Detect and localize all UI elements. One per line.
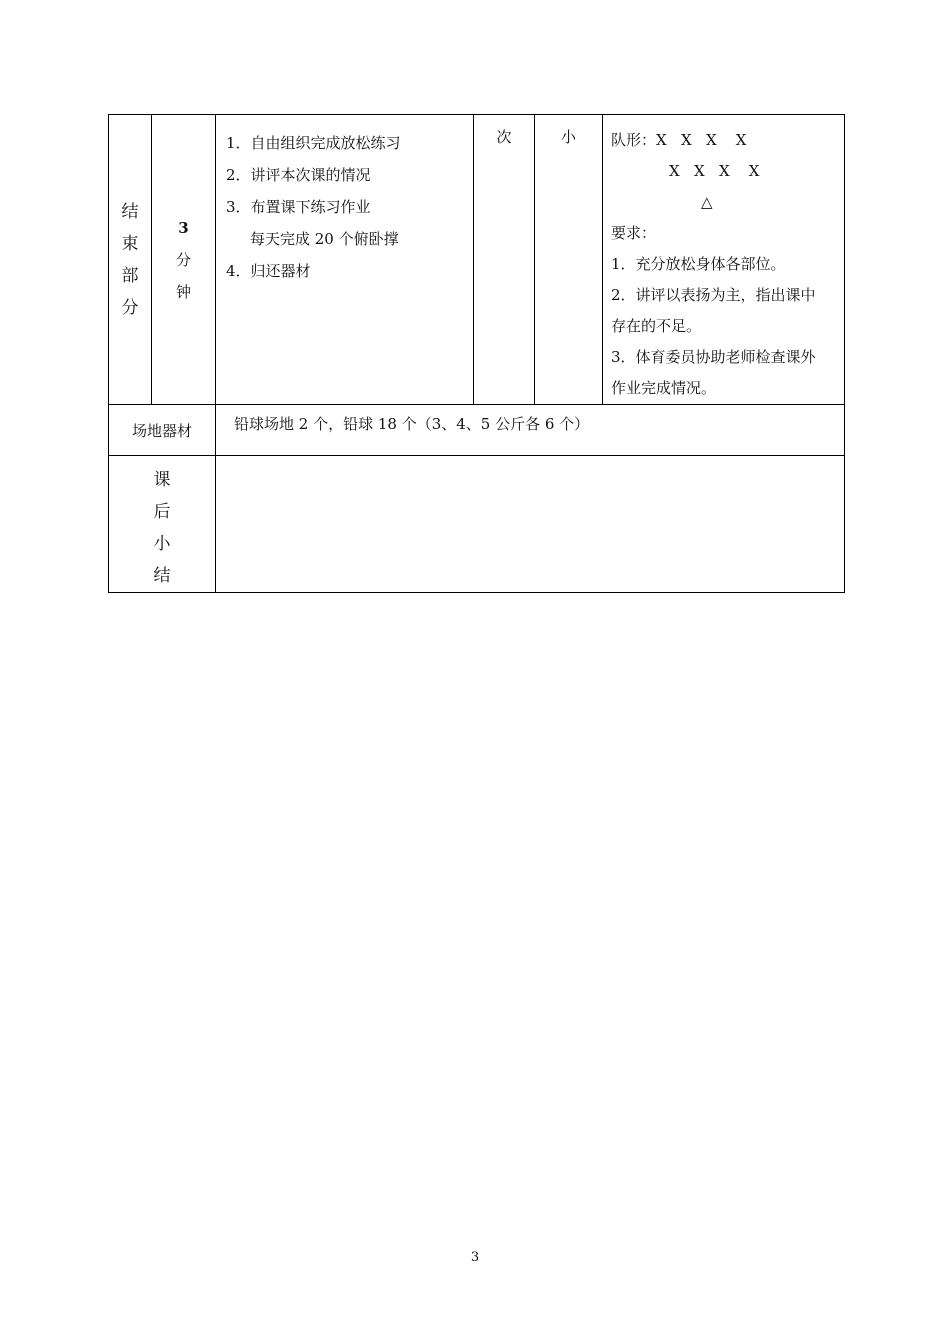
requirement-item: 作业完成情况。 [611,379,717,397]
summary-label: 课 后 小 结 [109,456,216,593]
formation-line [611,125,840,156]
section-label-closing: 结 束 部 分 [109,115,152,405]
activity-item: 2．讲评本次课的情况 [226,166,371,184]
venue-text: 铅球场地 2 个，铅球 18 个（3、4、5 公斤各 6 个） [216,405,845,456]
summary-row [109,456,845,593]
activity-item: 1．自由组织完成放松练习 [226,134,401,152]
requirement-item: 存在的不足。 [611,317,702,335]
summary-text [216,456,845,593]
page-number: 3 [470,1250,480,1265]
venue-row [109,405,845,456]
duration-unit: 钟 [175,282,191,301]
formation-row: X X X X [656,131,747,149]
formation-label: 队形： [611,131,657,149]
venue-label: 场地器材 [109,405,216,456]
requirement-item: 1．充分放松身体各部位。 [611,255,786,273]
activity-item: 4．归还器材 [226,262,311,280]
duration-cell [152,115,216,405]
teacher-marker-icon: △ [701,193,713,211]
intensity-cell: 小 [535,115,603,405]
duration-unit: 分 [175,250,191,269]
lesson-plan-table [108,114,845,593]
closing-section-row [109,115,845,405]
organization-requirements [603,115,845,405]
count-cell: 次 [474,115,535,405]
activity-item: 3．布置课下练习作业 [226,198,371,216]
requirements-title: 要求： [611,224,657,242]
duration-number: 3 [178,218,189,237]
formation-row: X X X X [669,162,760,180]
requirement-item: 2．讲评以表扬为主，指出课中 [611,286,816,304]
activity-content [216,115,474,405]
activity-item: 每天完成 20 个俯卧撑 [250,230,399,248]
requirement-item: 3．体育委员协助老师检查课外 [611,348,816,366]
